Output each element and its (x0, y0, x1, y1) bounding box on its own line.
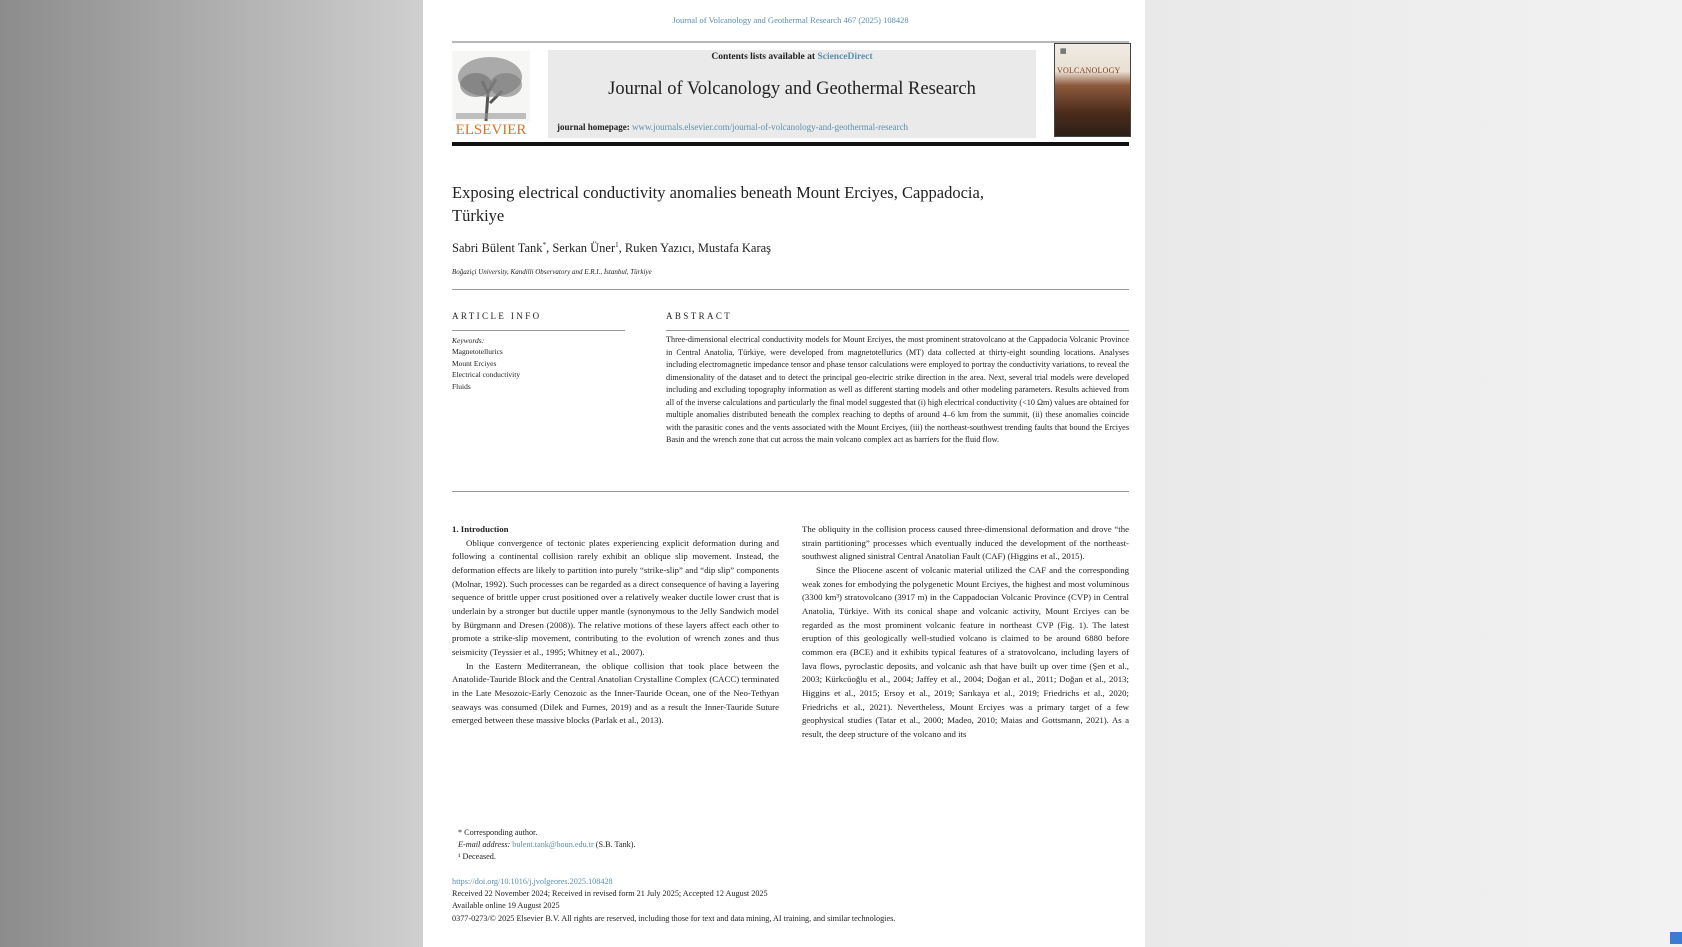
homepage-label: journal homepage: (557, 122, 632, 132)
article-info-heading: ARTICLE INFO (452, 311, 542, 321)
author-list: Sabri Bülent Tank*, Serkan Üner$^1$, Ruken Yazıcı, Mustafa Karaş (452, 241, 772, 256)
email-suffix: (S.B. Tank). (593, 840, 636, 850)
available-online: Available online 19 August 2025 (452, 901, 560, 911)
elsevier-logo (452, 51, 530, 137)
received-dates: Received 22 November 2024; Received in revised form 21 July 2025; Accepted 12 August 2025 (452, 889, 768, 899)
header-top-rule (452, 41, 1129, 43)
abstract-text: Three-dimensional electrical conductivity models for Mount Erciyes, the most prominent stratovolcano at the Cappadocia Volcanic Province in Central Anatolia, Türkiye, were developed from magnetotellurics (MT) data collected at thirty-eight sounding locations. Analyses including electromagnetic impedance tensor and phase tensor calculations were employed to portray the conductivity variations, to reveal the dimensionality of the dataset and to detect the principal geo-electric strike direction in the area. Next, several trial models were developed including and excluding topography information as well as different starting models and other modeling parameters. Results achieved from all of the inverse calculations and particularly the final model suggested that (i) high electrical conductivity (<10 Ωm) values are obtained for multiple anomalies distributed beneath the complex reaching to depths of around 4–6 km from the summit, (ii) these anomalies coincide with the parasitic cones and the vents associated with the Mount Erciyes, (iii) the northeast-southwest trending faults that bound the Erciyes Basin and the wrench zone that cut across the main volcano complex act as barriers for the fluid flow. (666, 335, 1129, 444)
elsevier-tree-icon (452, 51, 530, 137)
divider (452, 491, 1129, 492)
author-name[interactable]: Ruken Yazıcı (624, 241, 692, 256)
author-name[interactable]: Serkan Üner (552, 241, 616, 256)
footnote-email (452, 839, 636, 851)
keyword: Electrical conductivity (452, 370, 521, 380)
paragraph: Since the Pliocene ascent of volcanic material utilized the CAF and the corresponding weak zones for embodying the polygenetic Mount Erciyes, the highest and most voluminous (3300 km³) stratovolcano (3917 m) in the Cappadocian Volcanic Province (CVP) in Central Anatolia, Türkiye. With its conical shape and volcanic activity, Mount Erciyes can be regarded as the most prominent volcanic feature in northeast CVP (Fig. 1). The latest eruption of this geologically well-studied volcano is claimed to be around 6880 before common era (BCE) and it exhibits typical features of a stratovolcano, including layers of lava flows, pyroclastic deposits, and volcanic ash that have built up over time (Şen et al., 2003; Kürkcüoğlu et al., 2004; Jaffey et al., 2004; Doğan et al., 2011; Doğan et al., 2013; Higgins et al., 2015; Ersoy et al., 2019; Sarıkaya et al., 2019; Friedrichs et al., 2020; Friedrichs et al., 2021). Nevertheless, Mount Erciyes was a primary target of a few geophysical studies (Tatar et al., 2000; Madeo, 2010; Maias and Gottsmann, 2021). As a result, the deep structure of the volcano and its (802, 564, 1129, 739)
svg-text:ELSEVIER: ELSEVIER (455, 122, 527, 137)
paper-page (423, 0, 1145, 947)
paragraph: Oblique convergence of tectonic plates experiencing explicit deformation during and following a continental collision rarely exhibit an oblique slip movement. Instead, the deformation effects are likely to partition into purely “strike-slip” and “dip slip” components (Molnar, 1992). Such processes can be regarded as a direct consequence of having a layering sequence of brittle upper crust positioned over a relatively weaker ductile lower crust that is underlain by a stronger but ductile upper mantle (synonymous to the Jelly Sandwich model by Bürgmann and Dresen (2008)). The relative motions of these layers affect each other to promote a strike-slip movement, contributing to the evolution of wrench zones and thus seismicity (Teyssier et al., 1995; Whitney et al., 2007). (452, 537, 779, 657)
keyword: Magnetotellurics (452, 347, 503, 357)
body-column-right (802, 523, 1129, 742)
journal-banner (548, 50, 1036, 138)
divider (452, 330, 625, 331)
author-mark: * (542, 241, 547, 249)
journal-title: Journal of Volcanology and Geothermal Research (608, 79, 976, 99)
homepage-link[interactable]: www.journals.elsevier.com/journal-of-volcanology-and-geothermal-research (632, 122, 909, 132)
email-link[interactable]: bulent.tank@boun.edu.tr (512, 840, 594, 850)
section-heading: 1. Introduction (452, 524, 509, 534)
publication-info (452, 876, 895, 925)
paragraph: In the Eastern Mediterranean, the oblique collision that took place between the Anatolide-Tauride Block and the Central Anatolian Crystalline Complex (CACC) terminated in the Late Mesozoic-Early Cenozoic as the Inner-Tauride Ocean, one of the Neo-Tethyan seaways was consumed (Dilek and Furnes, 2019) and as a result the Inner-Tauride Suture emerged between these massive blocks (Parlak et al., 2013). (452, 660, 779, 726)
divider (452, 289, 1129, 290)
email-label: E-mail address: (458, 840, 513, 850)
copyright: 0377-0273/© 2025 Elsevier B.V. All rights are reserved, including those for text and data mining, AI training, and similar technologies. (452, 913, 896, 923)
corner-widget-icon[interactable] (1670, 932, 1682, 944)
cover-mark-icon: ▦ (1060, 47, 1067, 55)
author-name[interactable]: Mustafa Karaş (697, 241, 772, 256)
body-column-left (452, 523, 779, 728)
abstract-heading: ABSTRACT (666, 311, 733, 321)
paragraph: The obliquity in the collision process caused three-dimensional deformation and drove “the strain partitioning” processes which eventually induced the development of the northeast-southwest aligned sinistral Central Anatolian Fault (CAF) (Higgins et al., 2015). (802, 524, 1129, 562)
keywords-block (452, 335, 520, 392)
author-mark: 1 (615, 241, 619, 249)
journal-cover-thumbnail (1054, 43, 1131, 137)
keywords-label: Keywords: (452, 336, 485, 345)
keyword: Mount Erciyes (452, 358, 497, 368)
sciencedirect-link[interactable]: ScienceDirect (817, 52, 873, 62)
footnotes (452, 827, 636, 864)
footnote-corresponding: * Corresponding author. (458, 828, 538, 837)
doi-link[interactable]: https://doi.org/10.1016/j.jvolgeores.2025.108428 (452, 877, 613, 886)
contents-prefix: Contents lists available at (711, 52, 818, 62)
keyword: Fluids (452, 381, 471, 391)
contents-line (548, 52, 1036, 62)
author-name[interactable]: Sabri Bülent Tank (452, 241, 543, 256)
affiliation: Boğaziçi University, Kandilli Observatory and E.R.I., İstanbul, Türkiye (452, 268, 652, 276)
footnote-deceased: ¹ Deceased. (458, 852, 496, 862)
header-bottom-rule (452, 142, 1129, 146)
cover-title: VOLCANOLOGY (1057, 66, 1121, 75)
article-title: Exposing electrical conductivity anomalies beneath Mount Erciyes, Cappadocia, Türkiye (452, 183, 984, 225)
divider (666, 330, 1129, 331)
running-header[interactable]: Journal of Volcanology and Geothermal Research 467 (2025) 108428 (672, 15, 909, 25)
homepage-line (557, 122, 908, 132)
